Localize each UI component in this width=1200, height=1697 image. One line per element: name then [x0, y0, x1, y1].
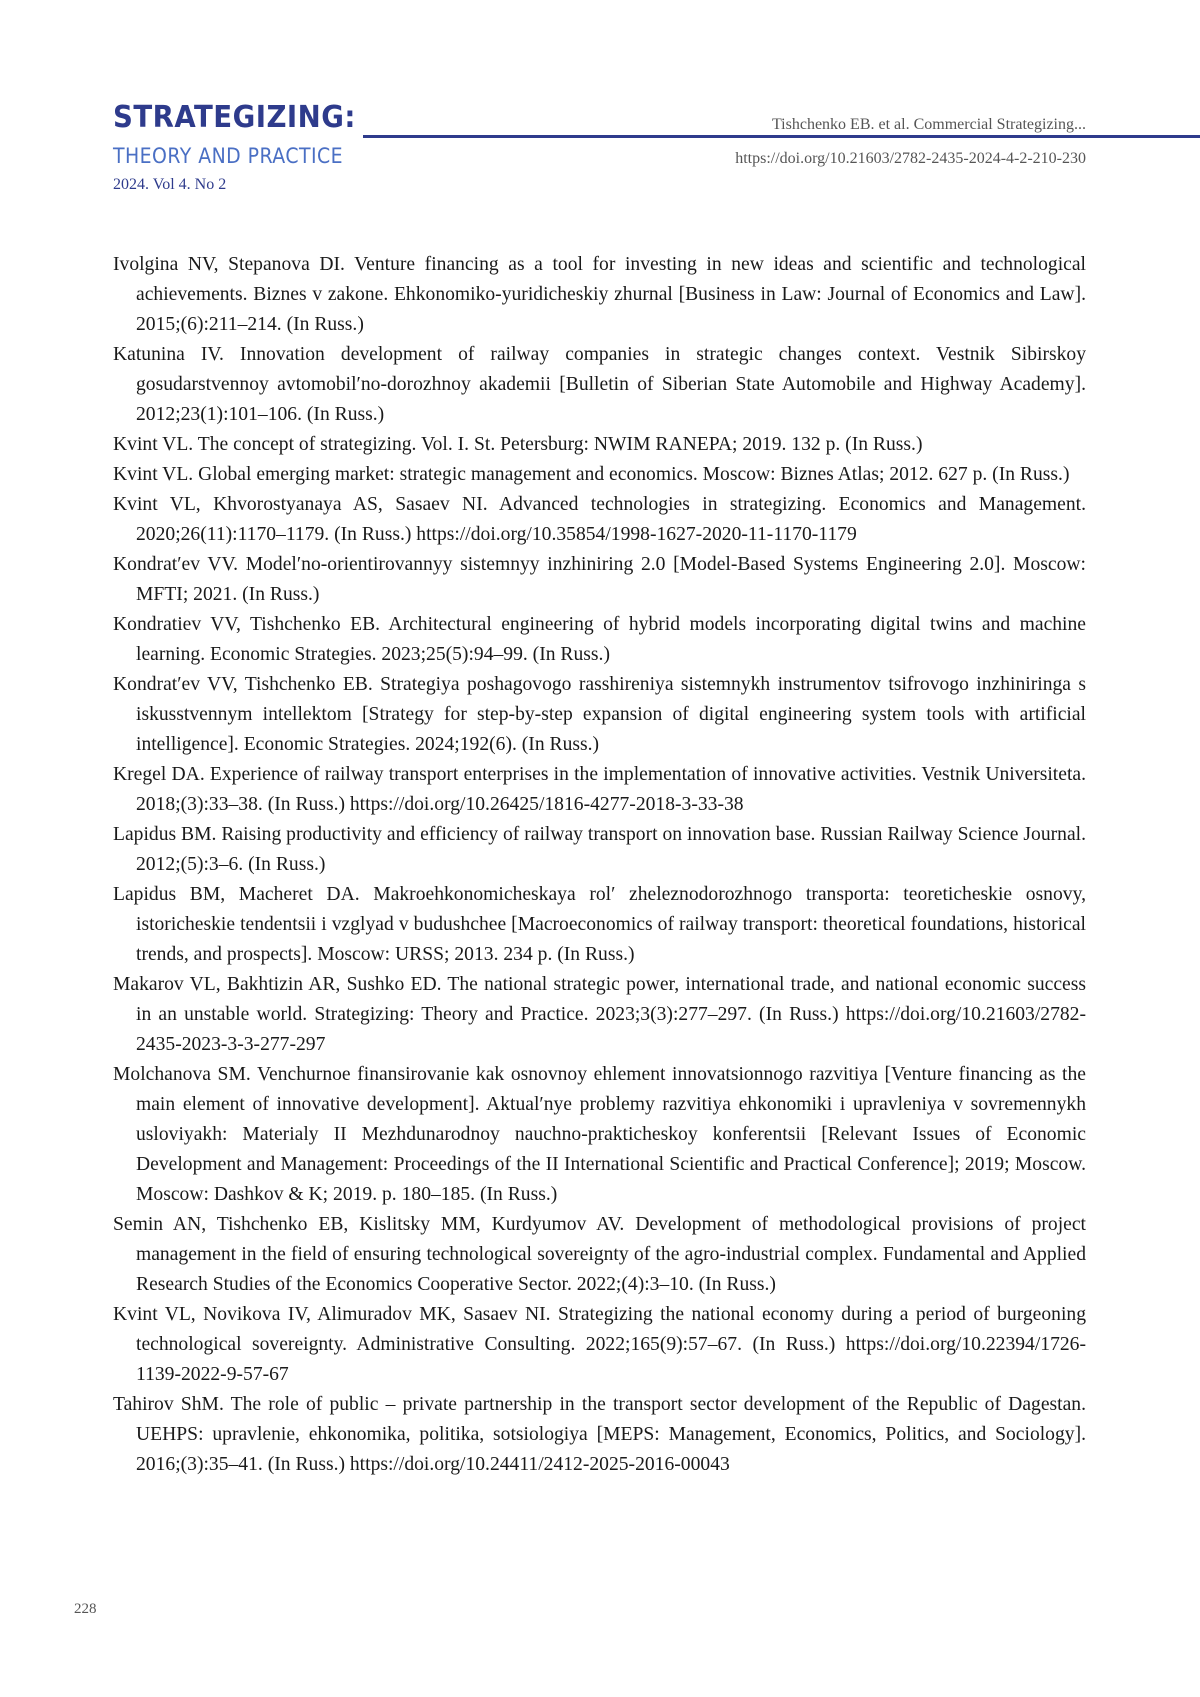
reference-item: Katunina IV. Innovation development of railway companies in strategic changes context. Vestnik Sibirskoy gosudarstvennoy avtomobil′no-dorozhnoy akademii [Bulletin of Siberian State Automobile and Highway Academy]. 2012;23(1):101–106. (In Russ.)	[113, 344, 1086, 425]
reference-item: Kvint VL, Novikova IV, Alimuradov MK, Sasaev NI. Strategizing the national economy during a period of burgeoning technological sovereignty. Administrative Consulting. 2022;165(9):57–67. (In Russ.) https://doi.org/10.22394/1726-1139-2022-9-57-67	[113, 1304, 1086, 1385]
reference-item: Semin AN, Tishchenko EB, Kislitsky MM, Kurdyumov AV. Development of methodological provisions of project management in the field of ensuring technological sovereignty of the agro-industrial complex. Fundamental and Applied Research Studies of the Economics Cooperative Sector. 2022;(4):3–10. (In Russ.)	[113, 1214, 1086, 1295]
reference-item: Kvint VL, Khvorostyanaya AS, Sasaev NI. Advanced technologies in strategizing. Economics and Management. 2020;26(11):1170–1179. (In Russ.) https://doi.org/10.35854/1998-1627-2020-11-1170-1179	[113, 494, 1086, 545]
reference-item: Lapidus BM, Macheret DA. Makroehkonomicheskaya rol′ zheleznodorozhnogo transporta: teoreticheskie osnovy, istoricheskie tendentsii i vzglyad v budushchee [Macroeconomics of railway transport: theoretical foundations, historical trends, and prospects]. Moscow: URSS; 2013. 234 p. (In Russ.)	[113, 884, 1086, 965]
reference-item: Molchanova SM. Venchurnoe finansirovanie kak osnovnoy ehlement innovatsionnogo razvitiya [Venture financing as the main element of innovative development]. Aktual′nye problemy razvitiya ehkonomiki i upravleniya v sovremennykh usloviyakh: Materialy II Mezhdunarodnoy nauchno-prakticheskoy konferentsii [Relevant Issues of Economic Development and Management: Proceedings of the II International Scientific and Practical Conference]; 2019; Moscow. Moscow: Dashkov & K; 2019. p. 180–185. (In Russ.)	[113, 1064, 1086, 1205]
reference-item: Kondrat′ev VV. Model′no-orientirovannyy sistemnyy inzhiniring 2.0 [Model-Based Systems Engineering 2.0]. Moscow: MFTI; 2021. (In Russ.)	[113, 554, 1086, 605]
journal-subtitle: THEORY AND PRACTICE	[113, 144, 344, 168]
reference-item: Kondratiev VV, Tishchenko EB. Architectural engineering of hybrid models incorporating digital twins and machine learning. Economic Strategies. 2023;25(5):94–99. (In Russ.)	[113, 614, 1086, 665]
reference-item: Ivolgina NV, Stepanova DI. Venture financing as a tool for investing in new ideas and scientific and technological achievements. Biznes v zakone. Ehkonomiko-yuridicheskiy zhurnal [Business in Law: Journal of Economics and Law]. 2015;(6):211–214. (In Russ.)	[113, 254, 1086, 335]
reference-item: Makarov VL, Bakhtizin AR, Sushko ED. The national strategic power, international trade, and national economic success in an unstable world. Strategizing: Theory and Practice. 2023;3(3):277–297. (In Russ.) https://doi.org/10.21603/2782-2435-2023-3-3-277-297	[113, 974, 1086, 1055]
page-number: 228	[74, 1601, 97, 1617]
reference-item: Lapidus BM. Raising productivity and efficiency of railway transport on innovation base. Russian Railway Science Journal. 2012;(5):3–6. (In Russ.)	[113, 824, 1086, 875]
journal-title: STRATEGIZING:	[113, 100, 356, 135]
header-divider	[363, 135, 1200, 138]
reference-item: Tahirov ShM. The role of public – private partnership in the transport sector development of the Republic of Dagestan. UEHPS: upravlenie, ehkonomika, politika, sotsiologiya [MEPS: Management, Economics, Politics, and Sociology]. 2016;(3):35–41. (In Russ.) https://doi.org/10.24411/2412-2025-2016-00043	[113, 1394, 1086, 1475]
reference-list	[113, 250, 1086, 1480]
reference-item: Kregel DA. Experience of railway transport enterprises in the implementation of innovative activities. Vestnik Universiteta. 2018;(3):33–38. (In Russ.) https://doi.org/10.26425/1816-4277-2018-3-33-38	[113, 764, 1086, 815]
reference-item: Kondrat′ev VV, Tishchenko EB. Strategiya poshagovogo rasshireniya sistemnykh instrumentov tsifrovogo inzhiniringa s iskusstvennym intellektom [Strategy for step-by-step expansion of digital engineering system tools with artificial intelligence]. Economic Strategies. 2024;192(6). (In Russ.)	[113, 674, 1086, 755]
journal-issue: 2024. Vol 4. No 2	[113, 176, 227, 193]
reference-item: Kvint VL. The concept of strategizing. Vol. I. St. Petersburg: NWIM RANEPA; 2019. 132 p. (In Russ.)	[113, 434, 923, 455]
article-doi-link[interactable]: https://doi.org/10.21603/2782-2435-2024-4-2-210-230	[735, 150, 1086, 167]
reference-item: Kvint VL. Global emerging market: strategic management and economics. Moscow: Biznes Atlas; 2012. 627 p. (In Russ.)	[113, 464, 1070, 485]
article-short-title: Tishchenko EB. et al. Commercial Strategizing...	[771, 116, 1086, 133]
